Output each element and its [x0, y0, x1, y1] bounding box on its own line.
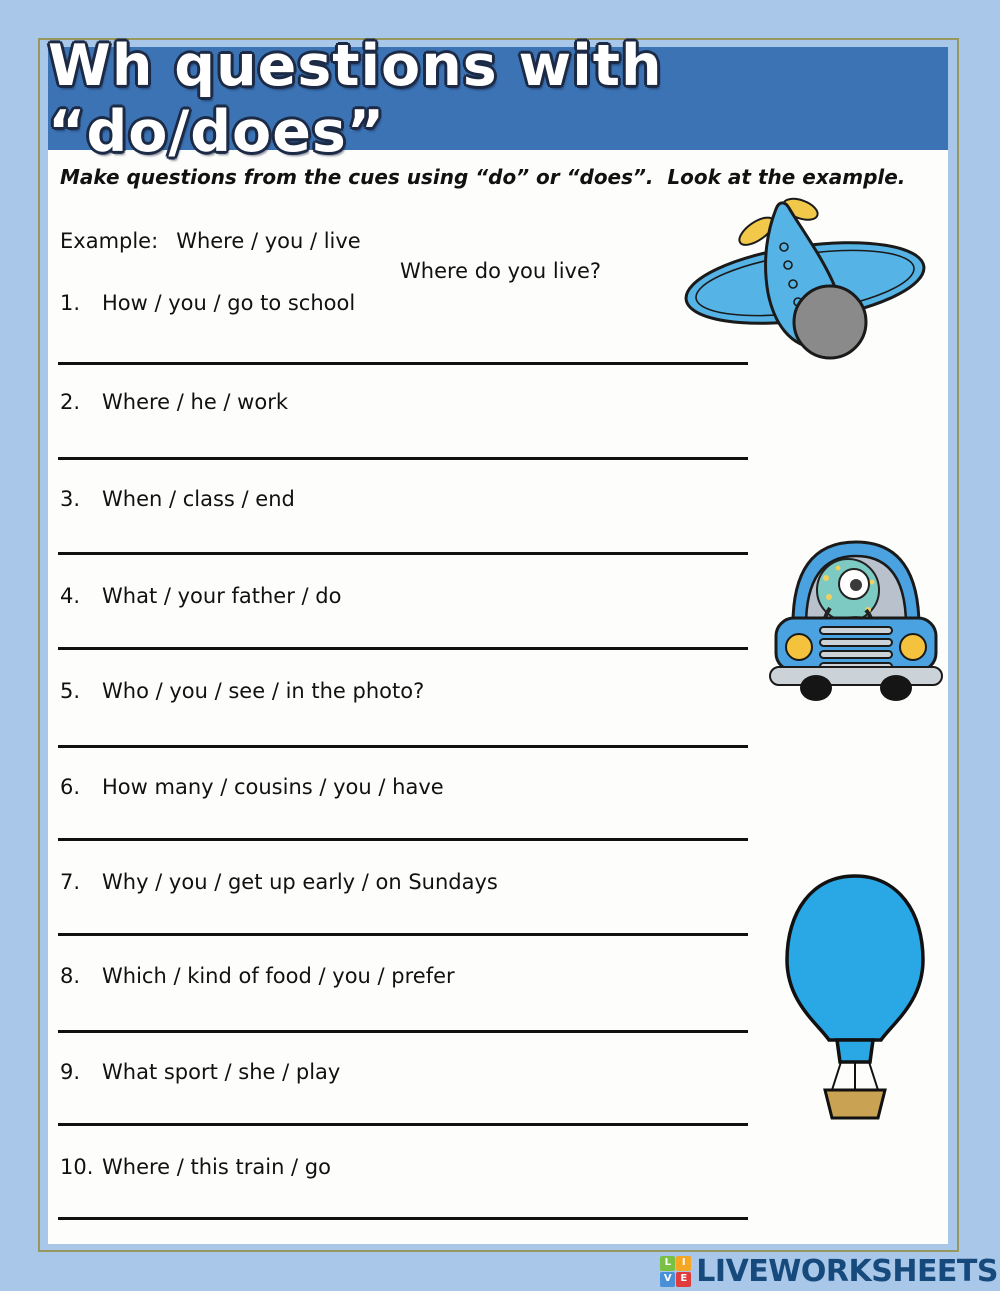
answer-line-8[interactable]	[58, 1030, 748, 1033]
item-cue: Which / kind of food / you / prefer	[102, 964, 455, 988]
example-label: Example:	[60, 229, 159, 253]
item-cue: What sport / she / play	[102, 1060, 341, 1084]
logo-letter-e: E	[676, 1272, 691, 1287]
item-number: 4.	[60, 584, 81, 608]
answer-line-6[interactable]	[58, 838, 748, 841]
logo-letter-i: I	[676, 1256, 691, 1271]
answer-line-1[interactable]	[58, 362, 748, 365]
item-number: 9.	[60, 1060, 81, 1084]
liveworksheets-logo[interactable]	[660, 1252, 998, 1290]
question-item-5	[60, 679, 740, 703]
logo-letter-v: V	[660, 1272, 675, 1287]
item-number: 5.	[60, 679, 81, 703]
worksheet-page	[48, 32, 948, 1244]
item-cue: What / your father / do	[102, 584, 342, 608]
question-item-8	[60, 964, 740, 988]
hot-air-balloon-icon	[780, 872, 930, 1120]
answer-line-10[interactable]	[58, 1217, 748, 1220]
airplane-icon	[680, 195, 938, 360]
example-answer: Where do you live?	[400, 259, 602, 283]
answer-line-4[interactable]	[58, 647, 748, 650]
question-item-6	[60, 775, 740, 799]
item-cue: When / class / end	[102, 487, 295, 511]
answer-line-9[interactable]	[58, 1123, 748, 1126]
answer-line-5[interactable]	[58, 745, 748, 748]
question-item-7	[60, 870, 740, 894]
item-number: 7.	[60, 870, 81, 894]
worksheet-title: Wh questions with “do/does”	[48, 32, 663, 165]
item-number: 1.	[60, 291, 81, 315]
item-cue: Who / you / see / in the photo?	[102, 679, 425, 703]
logo-letter-l: L	[660, 1256, 675, 1271]
item-number: 3.	[60, 487, 81, 511]
answer-line-3[interactable]	[58, 552, 748, 555]
item-cue: How / you / go to school	[102, 291, 356, 315]
instruction-text: Make questions from the cues using “do” or “does”. Look at the example.	[60, 165, 906, 189]
item-cue: Where / he / work	[102, 390, 288, 414]
item-number: 2.	[60, 390, 81, 414]
item-number: 8.	[60, 964, 81, 988]
item-cue: Why / you / get up early / on Sundays	[102, 870, 498, 894]
liveworksheets-logo-icon	[660, 1256, 691, 1287]
answer-line-2[interactable]	[58, 457, 748, 460]
question-item-9	[60, 1060, 740, 1084]
title-banner	[48, 32, 948, 165]
question-item-1	[60, 291, 740, 315]
item-number: 10.	[60, 1155, 94, 1179]
answer-line-7[interactable]	[58, 933, 748, 936]
question-item-2	[60, 390, 740, 414]
example-row	[60, 229, 361, 253]
car-with-monster-icon	[768, 530, 945, 702]
liveworksheets-brand-text: LIVEWORKSHEETS	[696, 1253, 998, 1289]
item-number: 6.	[60, 775, 81, 799]
example-cue: Where / you / live	[176, 229, 361, 253]
item-cue: Where / this train / go	[102, 1155, 331, 1179]
question-item-10	[60, 1155, 740, 1179]
item-cue: How many / cousins / you / have	[102, 775, 444, 799]
question-item-3	[60, 487, 740, 511]
question-item-4	[60, 584, 740, 608]
